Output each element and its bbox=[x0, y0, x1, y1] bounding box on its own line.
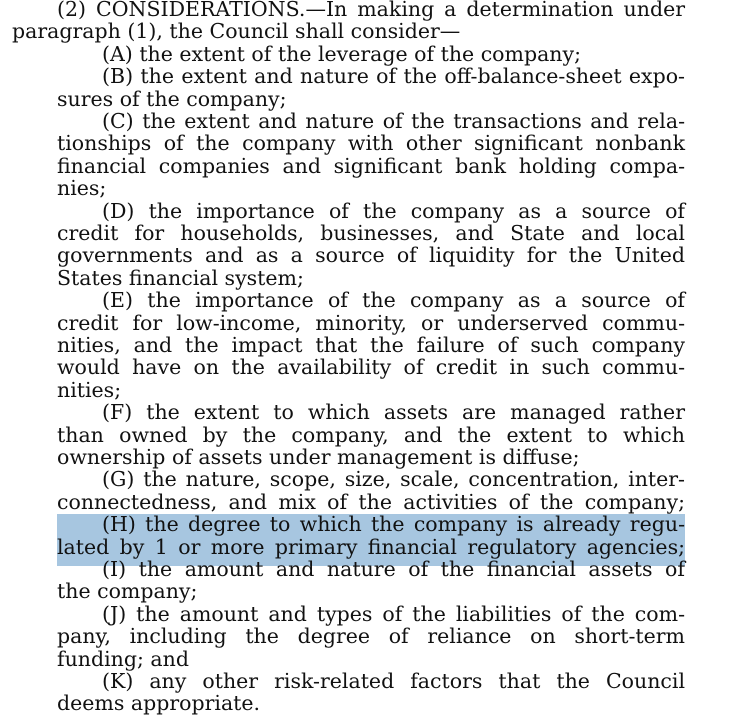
item-c-line: (C) the extent and nature of the transactions and rela- bbox=[102, 109, 685, 133]
item-k-line: deems appropriate. bbox=[57, 691, 261, 716]
item-e-line: credit for low-income, minority, or underserved commu- bbox=[57, 310, 685, 335]
item-b-line: sures of the company; bbox=[57, 86, 287, 111]
item-f-line: (F) the extent to which assets are managed rather bbox=[102, 400, 685, 425]
item-e-line: nities; bbox=[57, 377, 122, 402]
para-heading-line: (2) CONSIDERATIONS.—In making a determination under bbox=[57, 0, 685, 21]
item-a-line: (A) the extent of the leverage of the company; bbox=[102, 41, 581, 66]
item-f-line: than owned by the company, and the extent to which bbox=[57, 422, 685, 447]
item-k-line: (K) any other risk-related factors that the Council bbox=[102, 669, 685, 693]
item-g-line: connectedness, and mix of the activities of the company; bbox=[57, 489, 685, 514]
item-i-line: (I) the amount and nature of the financial assets of bbox=[102, 557, 685, 581]
item-c-line: financial companies and significant bank holding compa- bbox=[57, 153, 685, 178]
item-d-line: (D) the importance of the company as a source of bbox=[102, 198, 685, 223]
item-j-line: pany, including the degree of reliance on short-term bbox=[57, 624, 685, 649]
item-e-line: would have on the availability of credit in such commu- bbox=[57, 355, 685, 380]
item-d-line: credit for households, businesses, and State and local bbox=[57, 221, 685, 245]
item-d-line: governments and as a source of liquidity for the United bbox=[57, 243, 685, 268]
item-j-line: funding; and bbox=[57, 646, 189, 671]
item-j-line: (J) the amount and types of the liabilities of the com- bbox=[102, 601, 685, 626]
item-i-line: the company; bbox=[57, 579, 198, 604]
item-e-line: nities, and the impact that the failure of such company bbox=[57, 333, 685, 357]
item-h-line: (H) the degree to which the company is already regu- bbox=[102, 512, 685, 537]
item-e-line: (E) the importance of the company as a source of bbox=[102, 288, 685, 313]
item-d-line: States financial system; bbox=[57, 265, 304, 290]
item-f-line: ownership of assets under management is diffuse; bbox=[57, 445, 580, 469]
item-c-line: tionships of the company with other significant nonbank bbox=[57, 131, 685, 156]
item-b-line: (B) the extent and nature of the off-balance-sheet expo- bbox=[102, 64, 685, 89]
item-h-line: lated by 1 or more primary financial regulatory agencies; bbox=[57, 534, 685, 559]
item-g-line: (G) the nature, scope, size, scale, concentration, inter- bbox=[102, 467, 685, 492]
para-intro-line: paragraph (1), the Council shall consider— bbox=[12, 19, 461, 44]
item-c-line: nies; bbox=[57, 176, 107, 201]
